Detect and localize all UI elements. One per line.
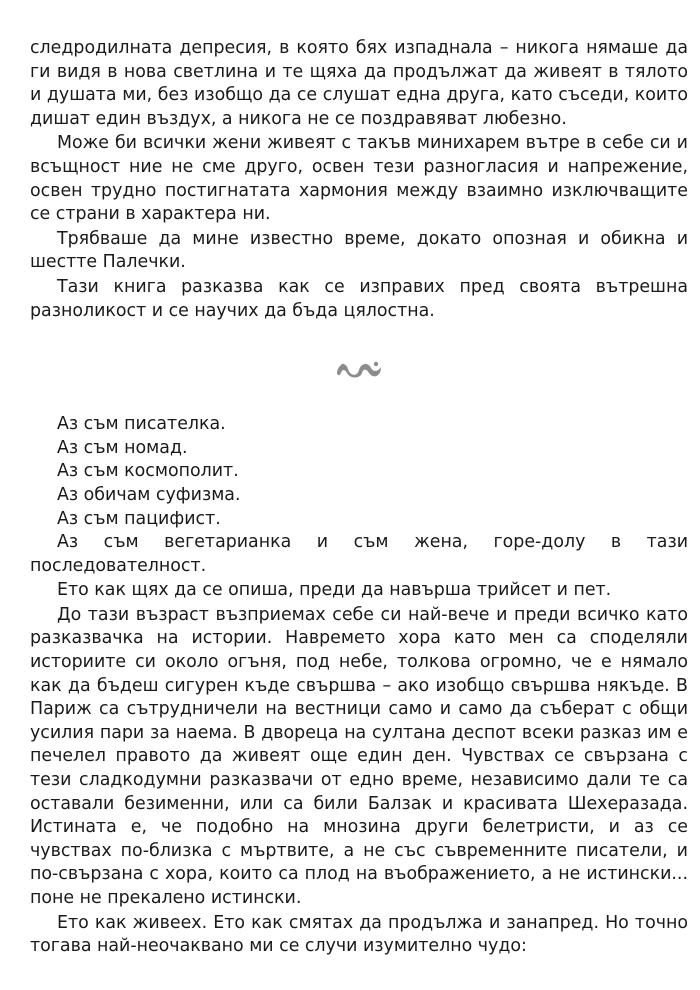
paragraph: Ето как щях да се опиша, преди да навърша трийсет и пет. [57,580,612,601]
list-line: Аз съм пацифист. [57,508,221,529]
vine-ornament-icon [335,357,383,381]
list-line: Аз съм писателка. [57,414,226,435]
paragraph: Ето как живеех. Ето как смятах да продължа и занапред. Но точно тогава най-неочаквано ми се случи изумително чудо: [30,912,688,957]
page-text [30,37,688,959]
section-divider [30,323,688,413]
paragraph: Може би всички жени живеят с такъв минихарем вътре в себе си и всъщност ние не сме друго, освен тези разногласия и напрежение, освен трудно постигнатата хармония между взаимно изключващите се страни в характера ни. [30,133,688,225]
paragraph: До тази възраст възприемах себе си най-вече и преди всичко като разказвачка на истории. Навремето хора като мен са споделяли историите си около огъня, под небе, толкова огромно, че е нямало как да бъдеш сигурен къде свършва – ако изобщо свършва някъде. В Париж са сътрудничели на вестници само и само да съберат с общи усилия пари за наема. В двореца на султана деспот всеки разказ им е печелел правото да живеят още един ден. Чувствах се свързана с тези сладкодумни разказвачи от едно време, независимо дали те са оставали безименни, или са били Балзак и красивата Шехеразада. Истината е, че подобно на мнозина други белетристи, и аз се чувствах по-близка с мъртвите, а не със съвременните писатели, и по-свързана с хора, които са плод на въображението, а не истински... поне не прекалено истински. [30,604,688,908]
self-description-list [30,413,688,531]
list-line: Аз съм космополит. [57,461,239,482]
paragraph: Трябваше да мине известно време, докато опозная и обикна и шестте Палечки. [30,228,688,273]
paragraph: Аз съм вегетарианка и съм жена, горе-долу в тази последователност. [30,532,688,576]
paragraph-continuation: следродилната депресия, в която бях изпаднала – никога нямаше да ги видя в нова светлина и те щяха да продължат да живеят в тялото и душата ми, без изобщо да се слушат една друга, като съседи, които дишат един въздух, а никога не се поздравяват любезно. [30,38,688,129]
list-line: Аз съм номад. [57,437,188,458]
list-line: Аз обичам суфизма. [57,484,241,505]
paragraph: Тази книга разказва как се изправих пред своята вътрешна разноликост и се научих да бъда цялостна. [30,276,688,321]
